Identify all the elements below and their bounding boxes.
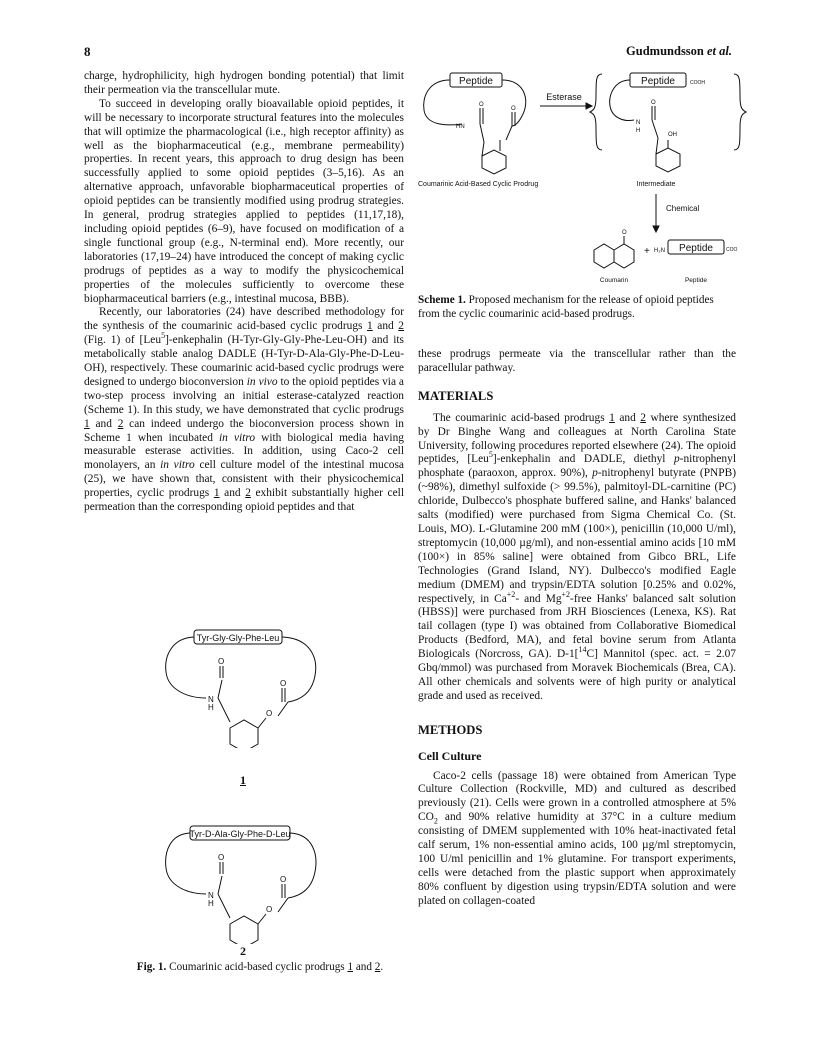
paragraph: The coumarinic acid-based prodrugs 1 and 2 where synthesized by Dr Binghe Wang and colleagues at North Carolina State University, following procedures reported elsewhere (24). The opioid peptides, [Leu$^5$]-enkephalin and DADLE, diethyl p-nitrophenyl phosphate (paraoxon, approx. 90%), p-nitrophenyl butyrate (PNPB) (~98%), dimethyl sulfoxide (> 99.5%), palmitoyl-DL-carnitine (PC) chloride, Dulbecco's phosphate buffered saline, and Hanks' balanced salts (modified) were purchased from Sigma Chemical Co. (St. Louis, MO). L-Glutamine 200 mM (100×), penicillin (10,000 U/ml), streptomycin (10,000 µg/ml), and non-essential amino acids [10 mM (100×) in 85% saline] were obtained from Gibco BRL, Life Technologies (Grand Island, NY). Dulbecco's modified Eagle medium (DMEM) and trypsin/EDTA solution [0.25% and 0.02%, respectively, in $Ca^{+2}-$ and $Mg^{+2}$-free Hanks' balanced salt solution (HBSS)] were purchased from JRH Biosciences (Lenexa, KS). Rat tail collagen (type I) was obtained from Collaborative Biomedical Products (Bedford, MA), and fetal bovine serum from Atlanta Biologicals (Norcross, GA). D-1[$^{14}$C] Mannitol (spec. act. = 2.07 Gbq/mmol) was purchased from Moravek Biochemicals (Brea, CA). All other chemicals and solvents were of high purity or analytical grade and used as received. bbox=[418, 411, 736, 702]
o-label: O bbox=[511, 106, 516, 112]
paragraph: Recently, our laboratories (24) have described methodology for the synthesis of the coumarinic acid-based cyclic prodrugs 1 and 2 (Fig. 1) of [Leu$^5$]-enkephalin (H-Tyr-Gly-Gly-Phe-Leu-OH) and its metabolically stable analog DADLE (H-Tyr-D-Ala-Gly-Phe-D-Leu-OH), respectively. These coumarinic acid-based cyclic prodrugs were designed to undergo bioconversion in vivo to the opioid peptides via a two-step process involving an initial esterase-catalyzed reaction (Scheme 1). In this study, we have demonstrated that cyclic prodrugs 1 and 2 can indeed undergo the bioconversion process shown in Scheme 1 when incubated in vitro with biological media having measurable esterase activities. In addition, using Caco-2 cell monolayers, an in vitro cell culture model of the intestinal mucosa (25), we have shown that, consistent with their physicochemical properties, cyclic prodrugs 1 and 2 exhibit substantially higher cell permeation than the corresponding opioid peptides and that bbox=[84, 306, 404, 514]
cooh-label: COOH bbox=[690, 80, 705, 86]
page-number: 8 bbox=[84, 44, 91, 59]
n-label: N bbox=[208, 891, 214, 900]
peptide-label: Peptide bbox=[641, 76, 675, 87]
nh-label: N bbox=[636, 120, 641, 126]
figure-1-structure-2 bbox=[160, 824, 340, 944]
benzene-ring bbox=[656, 148, 680, 172]
o-label: O bbox=[218, 853, 225, 862]
h-label: H bbox=[208, 703, 214, 712]
o-label: O bbox=[266, 709, 273, 718]
oh-label: OH bbox=[668, 132, 677, 138]
left-brace bbox=[590, 74, 602, 150]
paragraph: To succeed in developing orally bioavailable opioid peptides, it will be necessary to incorporate structural features into the molecules that will optimize the pharmacological (i.e., high receptor affinity) as well as the biopharmaceutical (e.g., membrane permeability) properties. In recent years, this approach to drug design has been successfully applied to some opioid peptides (3–5,16). As an alternative approach, unfavorable biopharmaceutical properties of opioid peptides can be transiently modified using prodrug strategies. In general, prodrug strategies applied to peptides (11,17,18), including opioid peptides (6–9), have focused on modification of a single functional group (e.g., N-terminal end). More recently, our laboratories (17,19–24) have introduced the concept of making cyclic prodrugs of peptides as a way to modify the physicochemical properties of the molecules sufficiently to overcome these biopharmaceutical barriers (e.g., intestinal mucosa, BBB). bbox=[84, 97, 404, 305]
n-label: N bbox=[208, 695, 214, 704]
plus-sign: + bbox=[644, 246, 650, 257]
scheme-1-caption: Scheme 1. Proposed mechanism for the release of opioid peptides from the cyclic coumarinic acid-based prodrugs. bbox=[418, 294, 714, 320]
compound-ref: 2 bbox=[117, 417, 124, 430]
o-label: O bbox=[622, 230, 627, 236]
subsection-heading-cell-culture: Cell Culture bbox=[418, 748, 482, 763]
paragraph: charge, hydrophilicity, high hydrogen bonding potential) that limit their permeation via the transcellular mute. bbox=[84, 70, 404, 96]
chemical-label: Chemical bbox=[666, 204, 700, 213]
paragraph: these prodrugs permeate via the transcellular rather than the paracellular pathway. bbox=[418, 348, 736, 374]
coumarin-ring bbox=[594, 244, 614, 268]
compound-ref: 1 bbox=[213, 487, 220, 500]
left-column bbox=[84, 70, 404, 515]
benzene-ring bbox=[230, 720, 258, 748]
compound-ref: 1 bbox=[84, 417, 90, 430]
peptide-sequence-2: Tyr-D-Ala-Gly-Phe-D-Leu bbox=[189, 829, 291, 839]
o-label: O bbox=[266, 905, 273, 914]
o-label: O bbox=[651, 100, 656, 106]
benzene-ring bbox=[230, 916, 258, 944]
peptide-sequence-1: Tyr-Gly-Gly-Phe-Leu bbox=[196, 633, 280, 643]
section-heading-methods: METHODS bbox=[418, 722, 483, 737]
compound-ref: 2 bbox=[398, 320, 404, 333]
right-brace bbox=[734, 74, 746, 150]
peptide-caption: Peptide bbox=[684, 277, 708, 284]
compound-number-1: 1 bbox=[240, 773, 246, 787]
compound-number-2: 2 bbox=[240, 944, 246, 958]
section-heading-materials: MATERIALS bbox=[418, 388, 494, 403]
compound-ref: 2 bbox=[245, 487, 251, 500]
scheme-1-diagram bbox=[418, 68, 748, 290]
figure-1-caption: Fig. 1. Coumarinic acid-based cyclic prodrugs 1 and 2. bbox=[136, 961, 384, 973]
figure-1-structure-1 bbox=[160, 628, 340, 748]
right-column bbox=[418, 348, 736, 909]
coo-label: COO bbox=[726, 247, 738, 253]
benzene-ring bbox=[482, 150, 506, 174]
coumarin-caption: Coumarin bbox=[599, 277, 629, 284]
o-label: O bbox=[280, 875, 287, 884]
running-head-authors: Gudmundsson bbox=[626, 44, 704, 58]
o-label: O bbox=[218, 657, 225, 666]
h-label: H bbox=[208, 899, 214, 908]
peptide-label: Peptide bbox=[459, 76, 493, 87]
prodrug-caption: Coumarinic Acid-Based Cyclic Prodrug bbox=[418, 181, 539, 188]
hn-label: HN bbox=[456, 124, 465, 130]
paragraph: Caco-2 cells (passage 18) were obtained from American Type Culture Collection (Rockville, MD) and cultured as described previously (21). Cells were grown in a controlled atmosphere at 5% $CO_2$ and 90% relative humidity at 37°C in a culture medium consisting of DMEM supplemented with 10% heat-inactivated fetal calf serum, 1% non-essential amino acids, 100 µg/ml streptomycin, 100 U/ml penicillin and 1% glutamine. For transport experiments, cells were detached from the plastic support when approximately 80% confluent by digestion using trypsin/EDTA solution and were plated on collagen-coated bbox=[418, 769, 736, 907]
h2n-label: H₂N bbox=[654, 248, 665, 254]
peptide-label: Peptide bbox=[679, 243, 713, 254]
compound-ref: 1 bbox=[367, 320, 373, 333]
running-head-etal: et al. bbox=[707, 44, 732, 58]
running-head bbox=[626, 44, 732, 59]
o-label: O bbox=[479, 102, 484, 108]
o-label: O bbox=[280, 679, 287, 688]
ring-loop-right bbox=[502, 80, 526, 126]
h-label: H bbox=[636, 128, 641, 134]
intermediate-caption: Intermediate bbox=[636, 181, 676, 188]
esterase-label: Esterase bbox=[546, 92, 582, 102]
